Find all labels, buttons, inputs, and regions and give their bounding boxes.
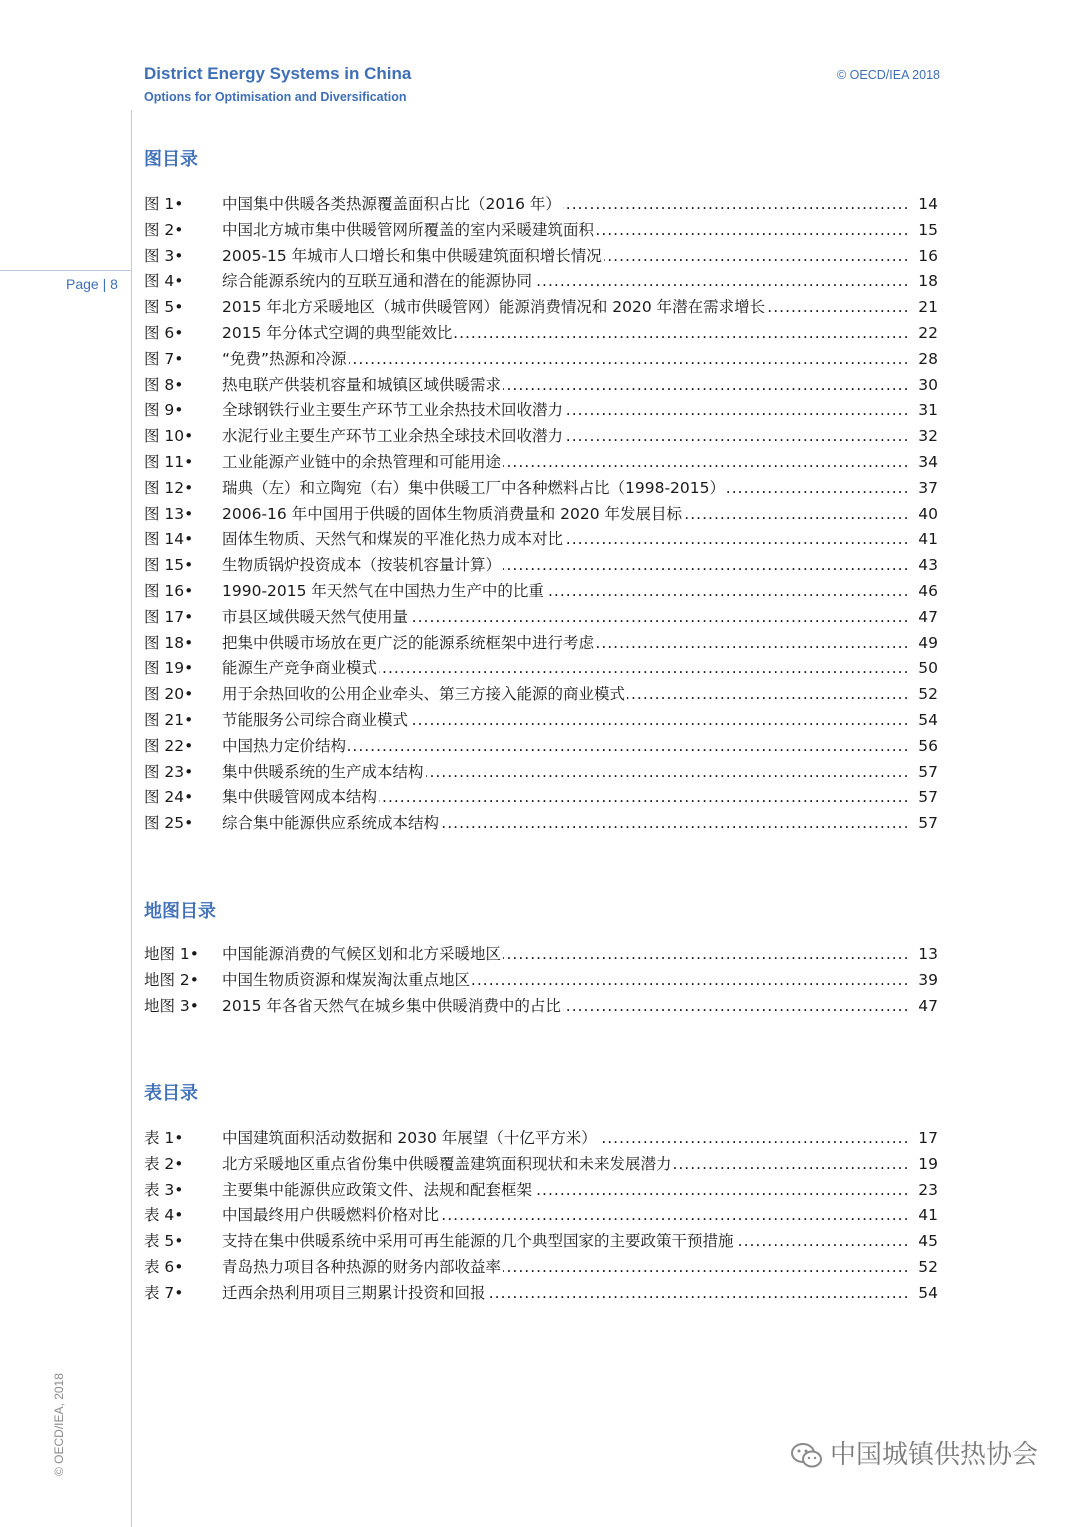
toc-entry-label: 图 24•	[144, 788, 194, 807]
tables-heading: 表目录	[144, 1083, 198, 1104]
toc-entry-label: 表 5•	[144, 1232, 184, 1251]
toc-entry-title-leader	[222, 373, 908, 399]
toc-entry-page-number: 56	[918, 736, 938, 755]
toc-entry-title: 中国北方城市集中供暖管网所覆盖的室内采暖建筑面积	[222, 220, 595, 239]
toc-entry[interactable]	[144, 424, 938, 450]
toc-entry-page-number: 47	[918, 996, 938, 1015]
toc-entry-title-leader	[222, 656, 908, 682]
toc-entry-label: 图 6•	[144, 323, 184, 342]
toc-entry[interactable]	[144, 942, 938, 968]
toc-entry-title-leader	[222, 295, 908, 321]
toc-entry[interactable]	[144, 968, 938, 994]
toc-entry-title: 工业能源产业链中的余热管理和可能用途	[222, 452, 502, 471]
toc-entry-page-number: 39	[918, 970, 938, 989]
toc-entry-label: 图 17•	[144, 607, 194, 626]
toc-entry-label: 表 2•	[144, 1154, 184, 1173]
toc-entry-title-leader	[222, 631, 908, 657]
toc-entry-title-leader	[222, 942, 908, 968]
watermark-text: 中国城镇供热协会	[830, 1440, 1039, 1470]
toc-entry-label: 图 20•	[144, 685, 194, 704]
header-copyright: © OECD/IEA 2018	[836, 68, 940, 82]
toc-entry[interactable]	[144, 682, 938, 708]
toc-entry-title: 中国最终用户供暖燃料价格对比	[222, 1206, 440, 1225]
toc-entry-title-leader	[222, 1178, 908, 1204]
toc-entry-page-number: 50	[918, 659, 938, 678]
toc-entry-page-number: 34	[918, 452, 938, 471]
toc-entry-page-number: 30	[918, 375, 938, 394]
toc-entry-title: 2005-15 年城市人口增长和集中供暖建筑面积增长情况	[222, 246, 602, 265]
toc-entry-title: 集中供暖管网成本结构	[222, 788, 378, 807]
toc-entry-label: 图 2•	[144, 220, 184, 239]
toc-entry-label: 图 5•	[144, 298, 184, 317]
toc-entry-label: 地图 1•	[144, 945, 199, 963]
toc-entry[interactable]	[144, 1229, 938, 1255]
toc-entry-title: 综合集中能源供应系统成本结构	[222, 814, 440, 833]
toc-entry-title-leader	[222, 244, 908, 270]
toc-entry-title-leader	[222, 1126, 908, 1152]
toc-entry-title: 能源生产竞争商业模式	[222, 659, 378, 678]
toc-entry-title: 中国热力定价结构	[222, 736, 347, 755]
toc-entry-page-number: 57	[918, 788, 938, 807]
toc-entry-label: 图 12•	[144, 478, 194, 497]
toc-entry-title: 支持在集中供暖系统中采用可再生能源的几个典型国家的主要政策干预措施	[222, 1232, 734, 1251]
toc-entry-title: 1990-2015 年天然气在中国热力生产中的比重	[222, 581, 544, 600]
toc-entry[interactable]	[144, 994, 938, 1020]
toc-entry-title: 集中供暖系统的生产成本结构	[222, 762, 424, 781]
toc-entry[interactable]	[144, 1152, 938, 1178]
toc-entry-title-leader	[222, 811, 908, 837]
toc-entry-label: 图 16•	[144, 581, 194, 600]
toc-entry-title-leader	[222, 1152, 908, 1178]
toc-entry-title: “免费”热源和冷源	[222, 349, 347, 368]
toc-entry-title: 迁西余热利用项目三期累计投资和回报	[222, 1283, 486, 1302]
toc-entry[interactable]	[144, 373, 938, 399]
toc-entry-title-leader	[222, 192, 908, 218]
toc-entry[interactable]	[144, 347, 938, 373]
toc-entry-title-leader	[222, 424, 908, 450]
toc-entry-label: 图 13•	[144, 504, 194, 523]
toc-entry-page-number: 45	[918, 1232, 938, 1251]
toc-entry[interactable]	[144, 1255, 938, 1281]
toc-entry-title: 主要集中能源供应政策文件、法规和配套框架	[222, 1180, 533, 1199]
toc-entry-page-number: 41	[918, 530, 938, 549]
toc-entry-title-leader	[222, 785, 908, 811]
toc-entry[interactable]	[144, 760, 938, 786]
toc-entry-label: 图 10•	[144, 427, 194, 446]
toc-entry-title-leader	[222, 1281, 908, 1307]
toc-entry[interactable]	[144, 269, 938, 295]
toc-entry-page-number: 16	[918, 246, 938, 265]
wechat-icon	[790, 1442, 824, 1470]
toc-entry-label: 地图 3•	[144, 996, 199, 1015]
toc-entry-label: 表 4•	[144, 1206, 184, 1225]
toc-entry-page-number: 21	[918, 298, 938, 317]
toc-entry[interactable]	[144, 656, 938, 682]
toc-entry-title-leader	[222, 218, 908, 244]
toc-entry-label: 表 3•	[144, 1180, 184, 1199]
toc-entry[interactable]	[144, 631, 938, 657]
toc-entry-label: 图 4•	[144, 272, 184, 291]
toc-entry-page-number: 23	[918, 1180, 938, 1199]
toc-entry-page-number: 22	[918, 323, 938, 342]
toc-entry-page-number: 47	[918, 607, 938, 626]
toc-entry-title-leader	[222, 398, 908, 424]
toc-entry-page-number: 52	[918, 1257, 938, 1276]
toc-entry-title-leader	[222, 760, 908, 786]
toc-entry-title-leader	[222, 553, 908, 579]
toc-entry-page-number: 43	[918, 556, 938, 575]
toc-entry-label: 图 9•	[144, 401, 184, 420]
toc-entry[interactable]	[144, 1126, 938, 1152]
toc-entry-title-leader	[222, 994, 908, 1020]
toc-entry-label: 图 8•	[144, 375, 184, 394]
toc-entry[interactable]	[144, 321, 938, 347]
toc-entry[interactable]	[144, 1178, 938, 1204]
toc-entry[interactable]	[144, 218, 938, 244]
toc-entry-page-number: 40	[918, 504, 938, 523]
toc-entry-page-number: 54	[918, 1283, 938, 1302]
tables-list	[144, 1126, 938, 1307]
toc-entry-title: 全球钢铁行业主要生产环节工业余热技术回收潜力	[222, 401, 564, 420]
toc-entry-title: 固体生物质、天然气和煤炭的平准化热力成本对比	[222, 530, 564, 549]
toc-entry-page-number: 15	[918, 220, 938, 239]
toc-entry-title: 2006-16 年中国用于供暖的固体生物质消费量和 2020 年发展目标	[222, 504, 682, 523]
toc-entry[interactable]	[144, 605, 938, 631]
toc-entry-title: 用于余热回收的公用企业牵头、第三方接入能源的商业模式	[222, 685, 626, 704]
toc-entry-label: 图 18•	[144, 633, 194, 652]
toc-entry-title: 把集中供暖市场放在更广泛的能源系统框架中进行考虑	[222, 633, 595, 652]
toc-entry[interactable]	[144, 553, 938, 579]
toc-entry-page-number: 41	[918, 1206, 938, 1225]
toc-entry-label: 图 22•	[144, 736, 194, 755]
toc-entry[interactable]	[144, 398, 938, 424]
toc-entry-title: 瑞典（左）和立陶宛（右）集中供暖工厂中各种燃料占比（1998-2015）	[222, 478, 725, 497]
toc-entry-title: 中国生物质资源和煤炭淘汰重点地区	[222, 970, 471, 989]
toc-entry[interactable]	[144, 295, 938, 321]
toc-entry-title-leader	[222, 1255, 908, 1281]
maps-list	[144, 942, 938, 1019]
figures-list	[144, 192, 938, 837]
toc-entry-title-leader	[222, 476, 908, 502]
toc-entry-title-leader	[222, 579, 908, 605]
toc-entry-label: 表 6•	[144, 1257, 184, 1276]
toc-entry-label: 图 3•	[144, 246, 184, 265]
toc-entry-label: 图 11•	[144, 452, 194, 471]
toc-entry-title-leader	[222, 968, 908, 994]
toc-entry[interactable]	[144, 192, 938, 218]
toc-entry-title: 生物质锅炉投资成本（按装机容量计算）	[222, 556, 502, 575]
toc-entry-label: 图 21•	[144, 710, 194, 729]
margin-divider	[131, 110, 132, 1527]
toc-entry[interactable]	[144, 527, 938, 553]
toc-entry-title-leader	[222, 347, 908, 373]
toc-entry-title: 中国建筑面积活动数据和 2030 年展望（十亿平方米）	[222, 1129, 597, 1147]
toc-entry-label: 地图 2•	[144, 970, 199, 989]
toc-entry-label: 图 7•	[144, 349, 184, 368]
toc-entry-page-number: 14	[918, 195, 938, 213]
toc-entry-title: 北方采暖地区重点省份集中供暖覆盖建筑面积现状和未来发展潜力	[222, 1154, 672, 1173]
toc-entry[interactable]	[144, 579, 938, 605]
figures-heading: 图目录	[144, 149, 198, 170]
toc-entry-title: 中国集中供暖各类热源覆盖面积占比（2016 年）	[222, 195, 561, 213]
toc-entry-page-number: 54	[918, 710, 938, 729]
toc-entry-page-number: 49	[918, 633, 938, 652]
toc-entry[interactable]	[144, 811, 938, 837]
toc-entry-title: 中国能源消费的气候区划和北方采暖地区	[222, 945, 502, 963]
toc-entry-label: 图 15•	[144, 556, 194, 575]
toc-entry-title-leader	[222, 734, 908, 760]
side-copyright: © OECD/IEA, 2018	[52, 1373, 66, 1476]
toc-entry-title-leader	[222, 502, 908, 528]
toc-entry-page-number: 57	[918, 814, 938, 833]
toc-entry-label: 表 1•	[144, 1129, 184, 1147]
toc-entry-title: 市县区域供暖天然气使用量	[222, 607, 409, 626]
toc-entry-page-number: 31	[918, 401, 938, 420]
toc-entry-label: 图 23•	[144, 762, 194, 781]
toc-entry-title: 综合能源系统内的互联互通和潜在的能源协同	[222, 272, 533, 291]
document-subtitle: Options for Optimisation and Diversification	[144, 90, 407, 104]
toc-entry-title: 青岛热力项目各种热源的财务内部收益率	[222, 1257, 502, 1276]
watermark	[790, 1434, 1038, 1471]
toc-entry[interactable]	[144, 708, 938, 734]
toc-entry[interactable]	[144, 502, 938, 528]
toc-entry-page-number: 19	[918, 1154, 938, 1173]
toc-entry-title: 热电联产供装机容量和城镇区域供暖需求	[222, 375, 502, 394]
toc-entry-label: 图 1•	[144, 195, 184, 213]
toc-entry-page-number: 13	[918, 945, 938, 963]
toc-entry-page-number: 37	[918, 478, 938, 497]
toc-entry-title: 2015 年各省天然气在城乡集中供暖消费中的占比	[222, 996, 561, 1015]
page-number-rule	[0, 270, 132, 271]
toc-entry-title-leader	[222, 527, 908, 553]
toc-entry[interactable]	[144, 450, 938, 476]
toc-entry-page-number: 52	[918, 685, 938, 704]
toc-entry-page-number: 32	[918, 427, 938, 446]
toc-entry-page-number: 46	[918, 581, 938, 600]
toc-entry-page-number: 28	[918, 349, 938, 368]
toc-entry-title-leader	[222, 1203, 908, 1229]
toc-entry[interactable]	[144, 476, 938, 502]
toc-entry-title: 2015 年分体式空调的典型能效比	[222, 323, 453, 342]
toc-entry-title-leader	[222, 708, 908, 734]
toc-entry-page-number: 17	[918, 1129, 938, 1147]
page-number: Page | 8	[66, 276, 118, 292]
toc-entry-title-leader	[222, 269, 908, 295]
toc-entry-title-leader	[222, 1229, 908, 1255]
toc-entry-label: 表 7•	[144, 1283, 184, 1302]
toc-entry-title: 2015 年北方采暖地区（城市供暖管网）能源消费情况和 2020 年潜在需求增长	[222, 298, 766, 317]
maps-heading: 地图目录	[144, 901, 216, 922]
toc-entry[interactable]	[144, 244, 938, 270]
toc-entry-title-leader	[222, 321, 908, 347]
toc-entry-title-leader	[222, 605, 908, 631]
toc-entry[interactable]	[144, 734, 938, 760]
toc-entry-label: 图 14•	[144, 530, 194, 549]
toc-entry-title: 水泥行业主要生产环节工业余热全球技术回收潜力	[222, 427, 564, 446]
toc-entry-title-leader	[222, 450, 908, 476]
toc-entry-page-number: 18	[918, 272, 938, 291]
document-title: District Energy Systems in China	[144, 64, 412, 83]
toc-entry[interactable]	[144, 785, 938, 811]
toc-entry[interactable]	[144, 1203, 938, 1229]
toc-entry-title: 节能服务公司综合商业模式	[222, 710, 409, 729]
toc-entry-page-number: 57	[918, 762, 938, 781]
toc-entry[interactable]	[144, 1281, 938, 1307]
toc-entry-label: 图 19•	[144, 659, 194, 678]
toc-entry-label: 图 25•	[144, 814, 194, 833]
toc-entry-title-leader	[222, 682, 908, 708]
